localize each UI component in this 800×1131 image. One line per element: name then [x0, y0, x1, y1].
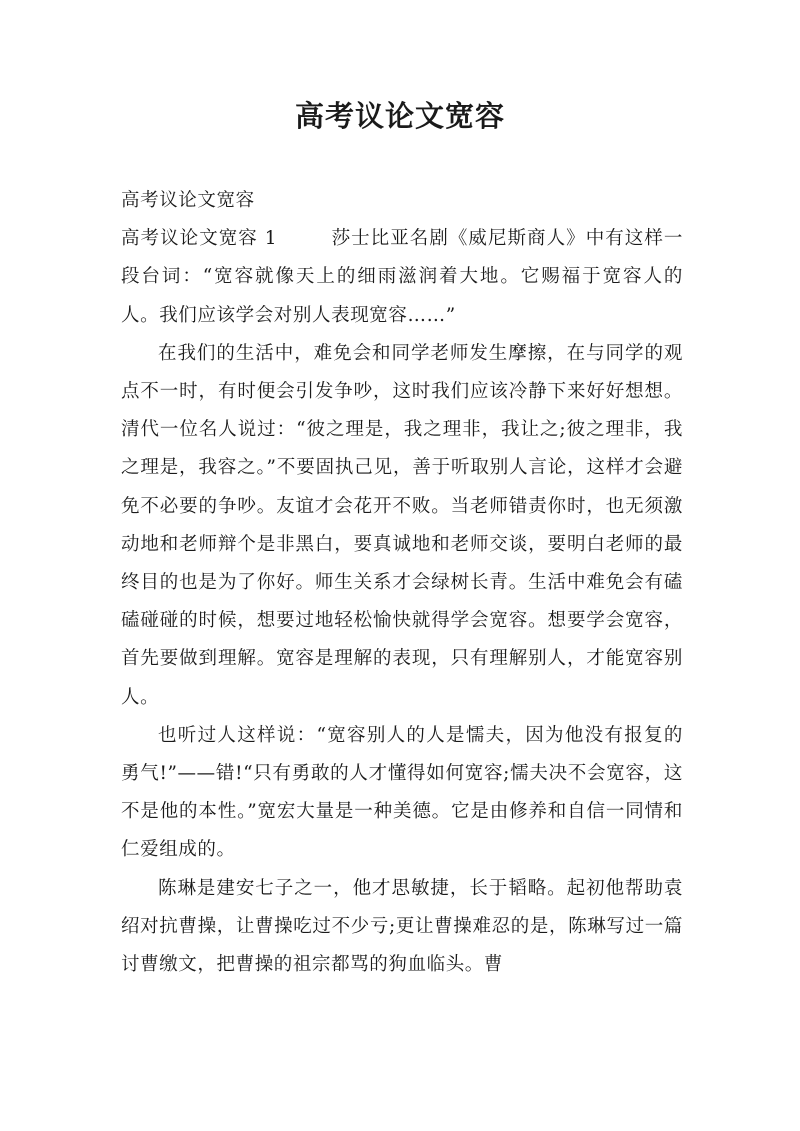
- document-body: [121, 182, 683, 984]
- document-title: 高考议论文宽容: [294, 99, 505, 133]
- paragraph-1-text: 莎士比亚名剧《威尼斯商人》中有这样一段台词：“宽容就像天上的细雨滋润着大地。它赐福于宽容人的人。我们应该学会对别人表现宽容……”: [121, 228, 683, 326]
- section-label: 高考议论文宽容 1: [121, 228, 278, 250]
- paragraph-3: 也听过人这样说：“宽容别人的人是懦夫，因为他没有报复的勇气!”——错!“只有勇敢的人才懂得如何宽容;懦夫决不会宽容，这不是他的本性。”宽宏大量是一种美德。它是由修养和自信一同情和仁爱组成的。: [121, 724, 683, 861]
- paragraph-4: 陈琳是建安七子之一，他才思敏捷，长于韬略。起初他帮助袁绍对抗曹操，让曹操吃过不少亏;更让曹操难忍的是，陈琳写过一篇讨曹缴文，把曹操的祖宗都骂的狗血临头。曹: [121, 877, 683, 976]
- paragraph-2: 在我们的生活中，难免会和同学老师发生摩擦，在与同学的观点不一时，有时便会引发争吵，这时我们应该冷静下来好好想想。清代一位名人说过：“彼之理是，我之理非，我让之;彼之理非，我之理是，我容之。”不要固执己见，善于听取别人言论，这样才会避免不必要的争吵。友谊才会花开不败。当老师错责你时，也无须激动地和老师辩个是非黑白，要真诚地和老师交谈，要明白老师的最终目的也是为了你好。师生关系才会绿树长青。生活中难免会有磕磕碰碰的时候，想要过地轻松愉快就得学会宽容。想要学会宽容，首先要做到理解。宽容是理解的表现，只有理解别人，才能宽容别人。: [121, 342, 683, 708]
- paragraph-1: [121, 220, 683, 335]
- subtitle-line: 高考议论文宽容: [121, 190, 255, 211]
